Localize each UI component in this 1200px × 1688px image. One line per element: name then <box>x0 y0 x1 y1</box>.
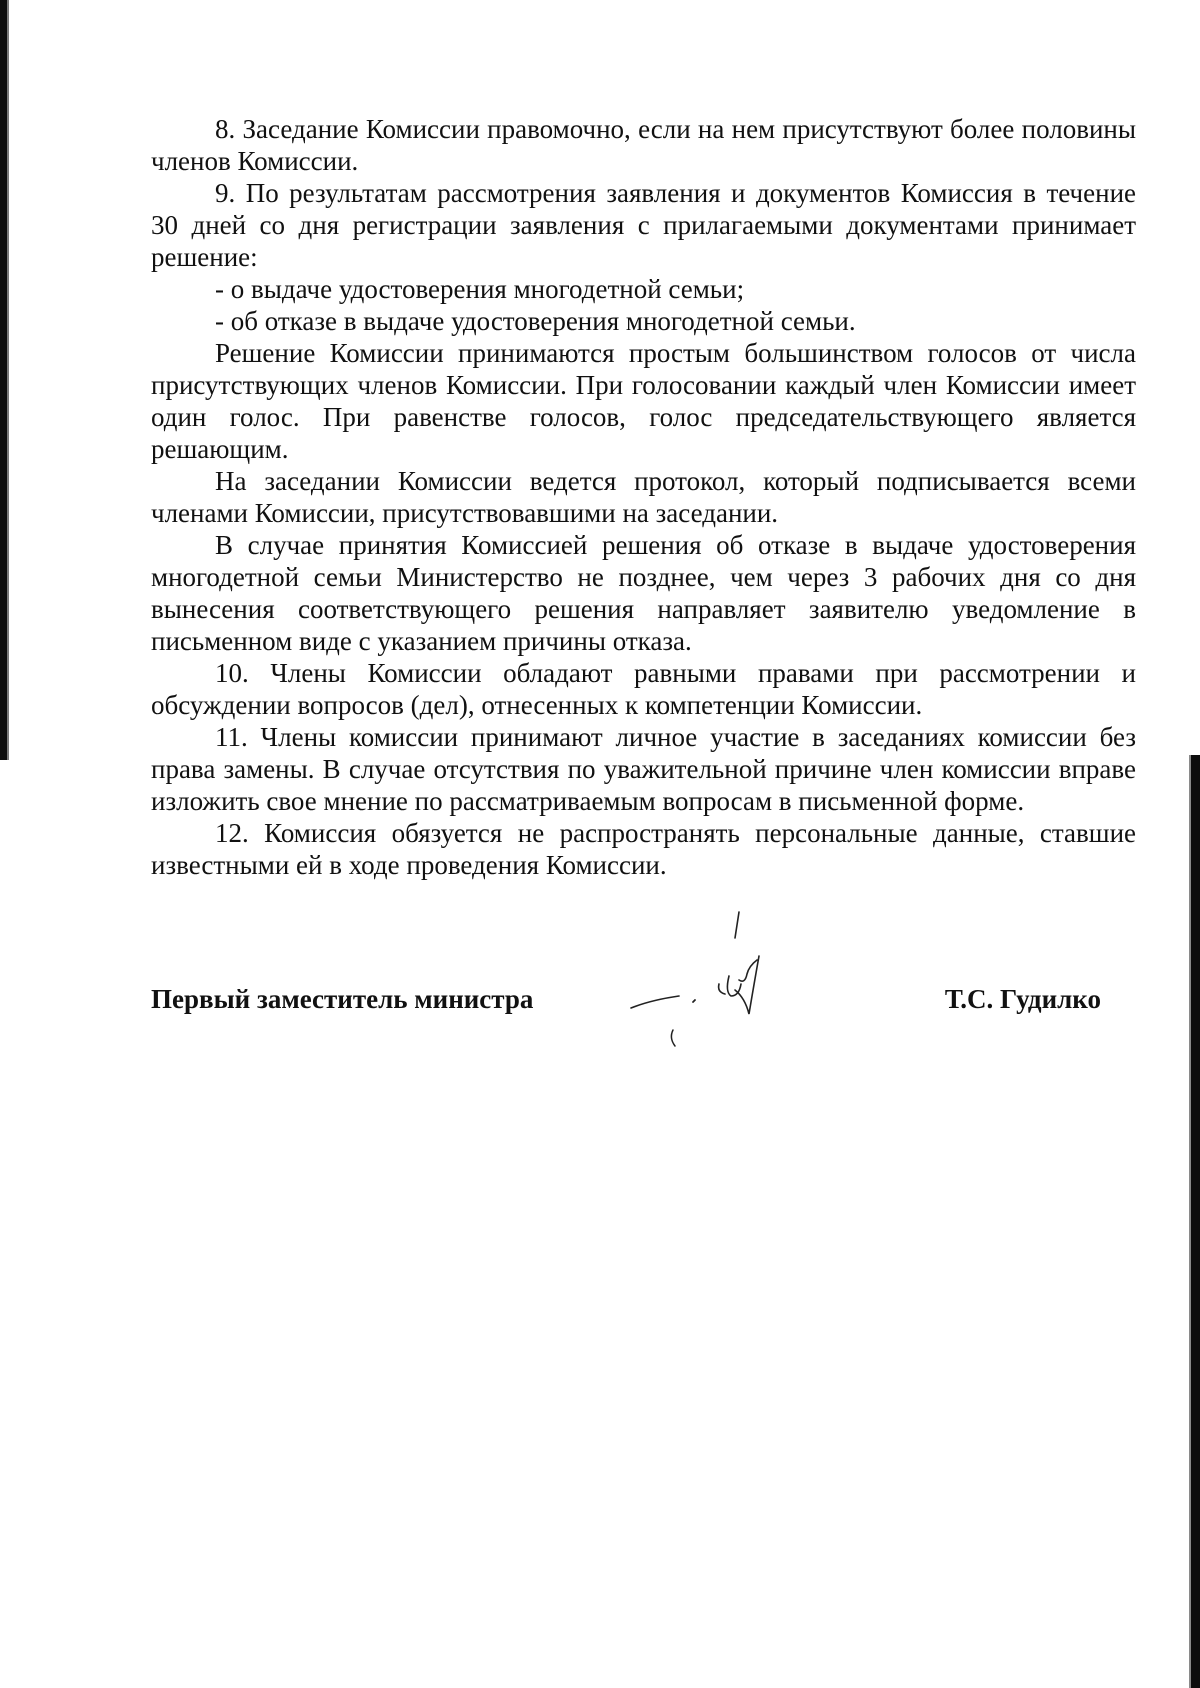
signer-name: Т.С. Гудилко <box>944 984 1101 1014</box>
paragraph-10: 10. Члены Комиссии обладают равными правами при рассмотрении и обсуждении вопросов (дел), отнесенных к компетенции Комиссии. <box>151 658 1136 720</box>
signature-block <box>151 980 1101 1040</box>
document-body <box>151 113 1136 881</box>
scan-border-right <box>1191 755 1200 1688</box>
list-item-issue: - о выдаче удостоверения многодетной семьи; <box>215 274 745 304</box>
paragraph-8: 8. Заседание Комиссии правомочно, если на нем присутствуют более половины членов Комиссии. <box>151 114 1136 176</box>
signer-title: Первый заместитель министра <box>151 984 534 1014</box>
scan-border-right-shadow <box>1189 755 1191 1688</box>
paragraph-decision-voting: Решение Комиссии принимаются простым большинством голосов от числа присутствующих членов Комиссии. При голосовании каждый член Комиссии имеет один голос. При равенстве голосов, голос председательствующего является решающим. <box>151 338 1136 464</box>
list-item-refuse: - об отказе в выдаче удостоверения многодетной семьи. <box>215 306 856 336</box>
scan-border-left <box>0 0 7 760</box>
paragraph-9: 9. По результатам рассмотрения заявления и документов Комиссия в течение 30 дней со дня регистрации заявления с прилагаемыми документами принимает решение: <box>151 178 1136 272</box>
scan-border-left-shadow <box>7 0 9 760</box>
paragraph-refusal-notice: В случае принятия Комиссией решения об отказе в выдаче удостоверения многодетной семьи Министерство не позднее, чем через 3 рабочих дня со дня вынесения соответствующего решения направляет заявителю уведомление в письменном виде с указанием причины отказа. <box>151 530 1136 656</box>
paragraph-12: 12. Комиссия обязуется не распространять персональные данные, ставшие известными ей в ходе проведения Комиссии. <box>151 818 1136 880</box>
paragraph-11: 11. Члены комиссии принимают личное участие в заседаниях комиссии без права замены. В случае отсутствия по уважительной причине член комиссии вправе изложить свое мнение по рассматриваемым вопросам в письменной форме. <box>151 722 1136 816</box>
paragraph-protocol: На заседании Комиссии ведется протокол, который подписывается всеми членами Комиссии, присутствовавшими на заседании. <box>151 466 1136 528</box>
handwritten-signature-icon <box>621 910 821 1060</box>
